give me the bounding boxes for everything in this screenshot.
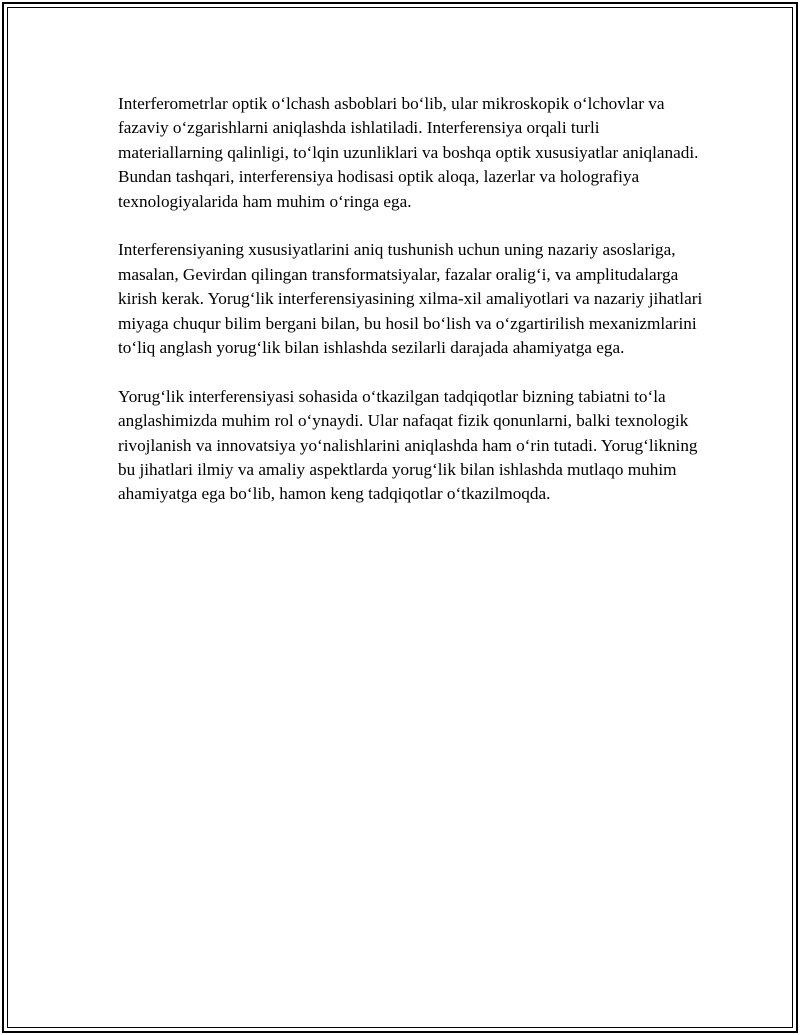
paragraph-3: Yorug‘lik interferensiyasi sohasida o‘tkazilgan tadqiqotlar bizning tabiatni to‘la anglashimizda muhim rol o‘ynaydi. Ular nafaqat fizik qonunlarni, balki texnologik rivojlanish va innovatsiya yo‘nalishlarini aniqlashda ham o‘rin tutadi. Yorug‘likning bu jihatlari ilmiy va amaliy aspektlarda yorug‘lik bilan ishlashda mutlaqo muhim ahamiyatga ega bo‘lib, hamon keng tadqiqotlar o‘tkazilmoqda. bbox=[118, 386, 698, 504]
document-body bbox=[118, 92, 708, 531]
paragraph-1: Interferometrlar optik o‘lchash asboblari bo‘lib, ular mikroskopik o‘lchovlar va fazaviy o‘zgarishlarni aniqlashda ishlatiladi. Interferensiya orqali turli materiallarning qalinligi, to‘lqin uzunliklari va boshqa optik xususiyatlar aniqlanadi. Bundan tashqari, interferensiya hodisasi optik aloqa, lazerlar va holografiya texnologiyalarida ham muhim o‘ringa ega. bbox=[118, 94, 699, 211]
paragraph-2: Interferensiyaning xususiyatlarini aniq tushunish uchun uning nazariy asoslariga, masalan, Gevirdan qilingan transformatsiyalar, fazalar oralig‘i, va amplitudalarga kirish kerak. Yorug‘lik interferensiyasining xilma-xil amaliyotlari va nazariy jihatlari miyaga chuqur bilim bergani bilan, bu hosil bo‘lish va o‘zgartirilish mexanizmlarini to‘liq anglash yorug‘lik bilan ishlashda sezilarli darajada ahamiyatga ega. bbox=[118, 240, 703, 358]
